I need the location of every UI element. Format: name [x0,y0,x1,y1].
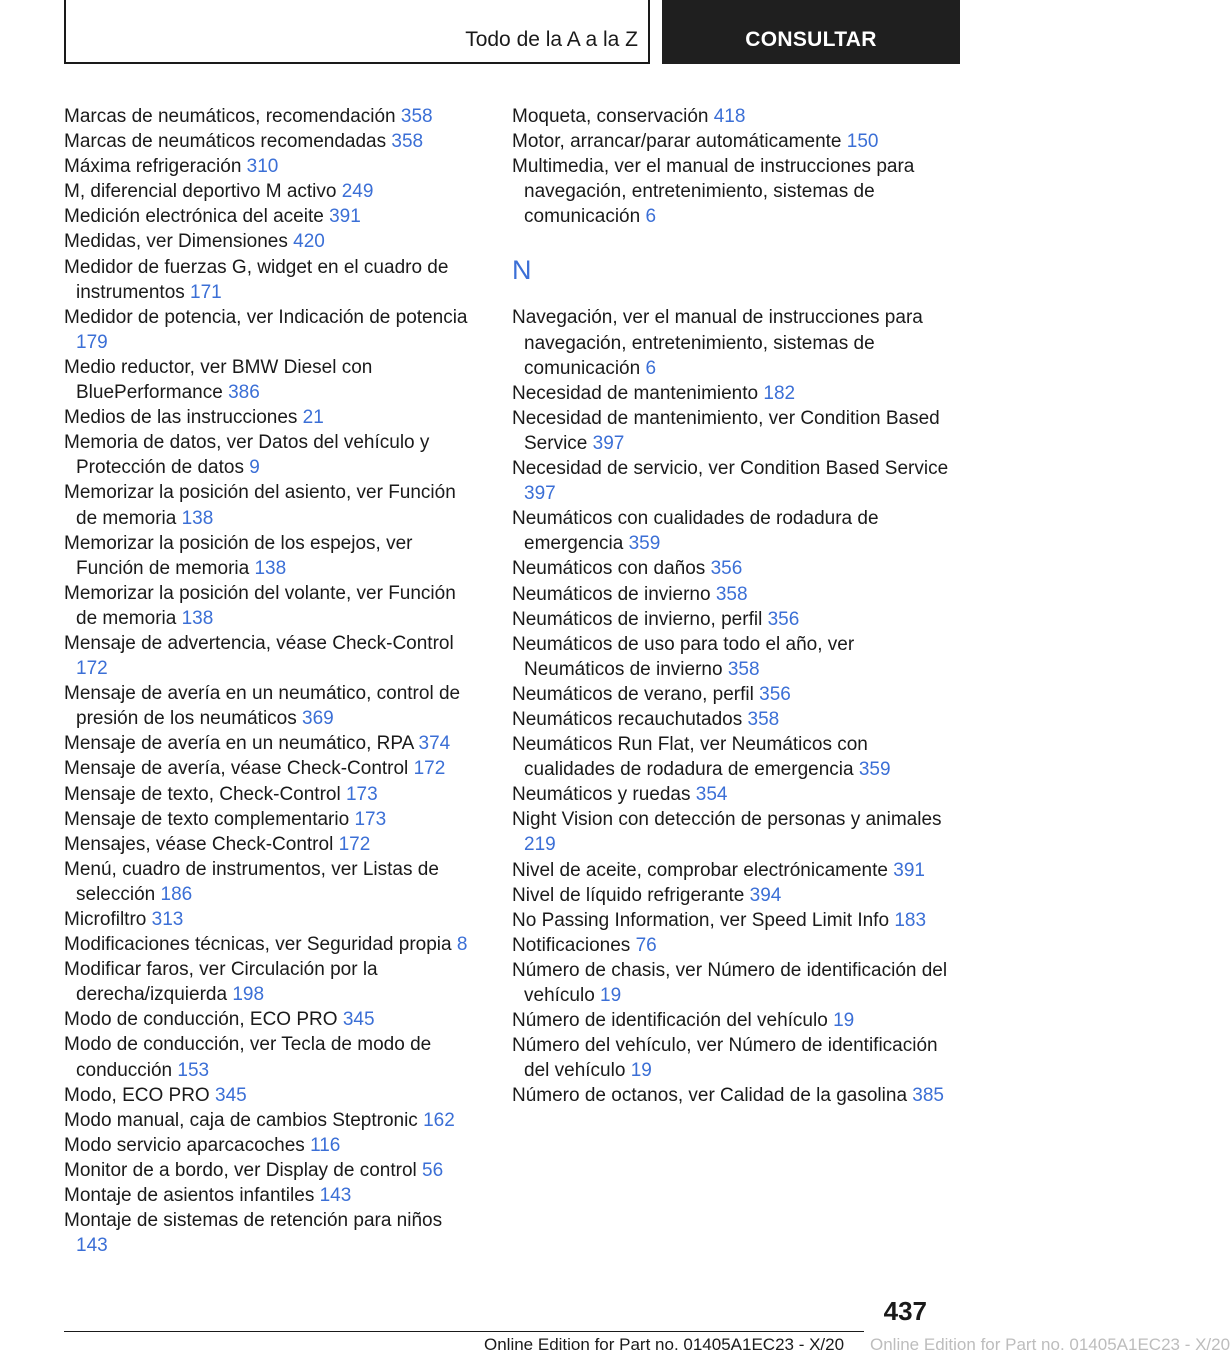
index-entry [512,104,952,129]
entry-text: Modificaciones técnicas, ver Seguridad propia [64,934,457,956]
page-link[interactable]: 358 [747,708,780,730]
entry-text: Neumáticos de uso para todo el año, ver Neumáticos de invierno [512,633,855,680]
entry-text: Multimedia, ver el manual de instrucciones para navegación, entretenimiento, sistemas de comunicación [512,156,915,228]
entry-text: Nivel de aceite, comprobar electrónicamente [512,859,894,881]
page-link[interactable]: 219 [524,834,556,856]
page-link[interactable]: 391 [329,206,361,228]
index-entry [512,506,952,556]
page-link[interactable]: 172 [413,758,446,780]
index-entry [64,430,476,480]
entry-text: Montaje de asientos infantiles [64,1185,320,1207]
page-link[interactable]: 143 [319,1185,352,1207]
index-entry [64,154,476,179]
entry-text: Navegación, ver el manual de instrucciones para navegación, entretenimiento, sistemas de comunicación [512,307,923,379]
index-entry [512,807,952,857]
entry-text: Night Vision con detección de personas y animales [512,809,942,831]
page-link[interactable]: 356 [767,608,800,630]
index-entry [64,1183,476,1208]
consultar-tab[interactable] [662,0,960,64]
page-link[interactable]: 138 [181,507,214,529]
index-entry [64,1133,476,1158]
index-entry [512,682,952,707]
index-entry [64,129,476,154]
index-entry [64,681,476,731]
page-link[interactable]: 143 [76,1235,108,1257]
entry-text: Moqueta, conservación [512,106,714,127]
entry-text: Neumáticos Run Flat, ver Neumáticos con cualidades de rodadura de emergencia [512,734,868,781]
index-entry [64,907,476,932]
page-link[interactable]: 6 [645,357,657,379]
page-link[interactable]: 173 [354,808,387,830]
entry-text: Mensajes, véase Check-Control [64,833,339,855]
index-entry [512,305,952,380]
entry-text: Mensaje de texto, Check-Control [64,783,346,805]
index-entry [64,957,476,1007]
index-entry [64,631,476,681]
entry-text: Modo manual, caja de cambios Steptronic [64,1109,424,1131]
index-entry [64,1007,476,1032]
entry-text: Mensaje de avería en un neumático, control de presión de los neumáticos [64,683,461,730]
index-entry [64,204,476,229]
index-entry [512,1083,952,1108]
entry-text: Medidor de fuerzas G, widget en el cuadro de instrumentos [64,256,449,303]
page-link[interactable]: 310 [246,156,279,178]
page-link[interactable]: 56 [422,1159,444,1181]
page-link[interactable]: 6 [645,206,657,228]
page-link[interactable]: 358 [391,131,424,153]
entry-text: Marcas de neumáticos recomendadas [64,131,392,153]
entry-text: Medidor de potencia, ver Indicación de potencia [64,306,468,328]
page-link[interactable]: 345 [342,1009,375,1031]
entry-text: Neumáticos de invierno [512,583,716,605]
entry-text: Mensaje de avería en un neumático, RPA [64,733,419,755]
entry-text: Mensaje de texto complementario [64,808,355,830]
page-link[interactable]: 171 [190,281,222,303]
page-link[interactable]: 153 [177,1059,210,1081]
index-entry [64,1083,476,1108]
index-entry [512,456,952,506]
footer-watermark: Online Edition for Part no. 01405A1EC23 - X/20 [870,1335,1230,1354]
page-link[interactable]: 397 [592,432,625,454]
index-entry [64,531,476,581]
entry-text: Modo servicio aparcacoches [64,1134,311,1156]
page-link[interactable]: 138 [181,607,214,629]
entry-text: Modo de conducción, ECO PRO [64,1009,343,1031]
index-entry [512,858,952,883]
page-link[interactable]: 397 [524,483,556,505]
entry-text: Neumáticos de invierno, perfil [512,608,768,630]
entry-text: Máxima refrigeración [64,156,247,178]
page-link[interactable]: 8 [456,934,468,956]
entry-text: Necesidad de servicio, ver Condition Based Service [512,458,949,480]
page-link[interactable]: 19 [600,985,622,1006]
page-link[interactable]: 394 [749,884,782,906]
index-entry [512,632,952,682]
index-entry [512,154,952,229]
index-entry [64,229,476,254]
index-column-left [64,104,476,1258]
page-link[interactable]: 19 [833,1010,855,1032]
index-entry [64,179,476,204]
page-link[interactable]: 76 [635,934,657,956]
entry-text: Necesidad de mantenimiento [512,382,764,404]
index-entry [512,782,952,807]
index-entry [512,1008,952,1033]
page-link[interactable]: 249 [341,181,374,203]
entry-text: Número del vehículo, ver Número de identificación del vehículo [512,1035,938,1082]
entry-text: Número de identificación del vehículo [512,1010,834,1032]
consultar-tab-label: CONSULTAR [745,28,877,51]
footer-edition: Online Edition for Part no. 01405A1EC23 - X/20 [484,1335,845,1354]
page-link[interactable]: 418 [713,106,746,127]
section-title: Todo de la A a la Z [465,28,638,51]
index-group-n [512,305,952,1108]
index-entry [64,807,476,832]
section-letter: N [512,255,532,286]
page-link[interactable]: 358 [715,583,748,605]
page-link[interactable]: 172 [338,833,371,855]
page-link[interactable]: 385 [912,1085,944,1107]
index-entry [512,958,952,1008]
index-entry [64,782,476,807]
index-entry [64,857,476,907]
entry-text: Nivel de líquido refrigerante [512,884,750,906]
page-link[interactable]: 116 [310,1134,341,1156]
entry-text: Necesidad de mantenimiento, ver Condition Based Service [512,407,940,454]
entry-text: Marcas de neumáticos, recomendación [64,106,401,127]
index-group-m [512,104,952,229]
entry-text: Menú, cuadro de instrumentos, ver Listas de selección [64,858,439,905]
page-link[interactable]: 354 [695,784,728,806]
entry-text: Motor, arrancar/parar automáticamente [512,131,847,153]
entry-text: Mensaje de advertencia, véase Check-Control [64,632,454,654]
entry-text: Neumáticos con cualidades de rodadura de emergencia [512,508,879,555]
entry-text: Mensaje de avería, véase Check-Control [64,758,414,780]
page-link[interactable]: 420 [293,231,325,253]
header-rule-left [64,0,66,64]
page-link[interactable]: 9 [249,457,260,479]
page-link[interactable]: 359 [628,533,661,555]
index-entry [64,480,476,530]
entry-text: Número de octanos, ver Calidad de la gasolina [512,1085,913,1107]
index-entry [512,933,952,958]
index-entry [64,1158,476,1183]
page-link[interactable]: 356 [759,683,791,705]
entry-text: Neumáticos con daños [512,558,711,580]
page-number: 437 [883,1296,927,1326]
index-entry [64,731,476,756]
entry-text: M, diferencial deportivo M activo [64,181,342,203]
entry-text: Microfiltro [64,909,152,930]
page-link[interactable]: 198 [232,984,265,1006]
entry-text: Número de chasis, ver Número de identificación del vehículo [512,959,948,1006]
index-entry [64,255,476,305]
index-entry [512,883,952,908]
page-link[interactable]: 186 [160,883,193,905]
page-link[interactable]: 182 [763,382,796,404]
entry-text: Medio reductor, ver BMW Diesel con BluePerformance [64,356,373,404]
entry-text: Modo, ECO PRO [64,1084,215,1106]
page-link[interactable]: 386 [228,382,260,404]
entry-text: Modificar faros, ver Circulación por la derecha/izquierda [64,959,378,1006]
page-link[interactable]: 21 [302,407,324,429]
entry-text: No Passing Information, ver Speed Limit Info [512,909,895,931]
page-link[interactable]: 162 [423,1109,455,1131]
index-entry [64,104,476,129]
entry-text: Medidas, ver Dimensiones [64,231,294,253]
page-link[interactable]: 345 [215,1084,247,1106]
index-entry [64,932,476,957]
entry-text: Neumáticos de verano, perfil [512,683,760,705]
entry-text: Memoria de datos, ver Datos del vehículo y Protección de datos [64,432,430,479]
page-link[interactable]: 138 [254,557,287,579]
index-entry [64,756,476,781]
index-entry [512,707,952,732]
page-link[interactable]: 150 [846,131,879,153]
page-link[interactable]: 19 [630,1060,652,1082]
page-link[interactable]: 173 [345,783,378,805]
index-entry [512,406,952,456]
entry-text: Medios de las instrucciones [64,407,303,429]
page-link[interactable]: 313 [151,909,184,930]
entry-text: Memorizar la posición del asiento, ver Función de memoria [64,482,456,529]
page-link[interactable]: 359 [858,759,891,781]
page-link[interactable]: 374 [418,733,451,755]
entry-text: Memorizar la posición del volante, ver Función de memoria [64,582,456,629]
entry-text: Montaje de sistemas de retención para niños [64,1210,443,1232]
index-entry [64,1108,476,1133]
header-rule-bottom [64,62,650,64]
page-link[interactable]: 172 [76,658,108,680]
entry-text: Memorizar la posición de los espejos, ver Función de memoria [64,532,413,579]
page-link[interactable]: 183 [894,909,927,931]
index-entry [512,381,952,406]
index-entry [512,607,952,632]
index-entry [64,355,476,405]
footer-rule [64,1331,864,1332]
index-entry [64,305,476,355]
index-column-right [512,104,952,1108]
entry-text: Neumáticos recauchutados [512,708,748,730]
entry-text: Medición electrónica del aceite [64,206,330,228]
entry-text: Modo de conducción, ver Tecla de modo de conducción [64,1034,432,1081]
page-link[interactable]: 358 [727,658,760,680]
index-entry [512,556,952,581]
index-entry [64,1032,476,1082]
index-entry [64,581,476,631]
page-link[interactable]: 391 [893,859,925,881]
index-entry [512,908,952,933]
page-link[interactable]: 369 [302,708,334,730]
index-entry [512,732,952,782]
entry-text: Notificaciones [512,934,636,956]
page-link[interactable]: 356 [710,558,743,580]
page-link[interactable]: 179 [76,331,108,353]
index-entry [64,832,476,857]
index-entry [512,129,952,154]
index-entry [512,1033,952,1083]
page-link[interactable]: 358 [400,106,433,127]
header-rule-right [648,0,650,64]
index-entry [64,1208,476,1258]
index-entry [512,582,952,607]
entry-text: Monitor de a bordo, ver Display de control [64,1159,423,1181]
index-entry [64,405,476,430]
entry-text: Neumáticos y ruedas [512,784,696,806]
